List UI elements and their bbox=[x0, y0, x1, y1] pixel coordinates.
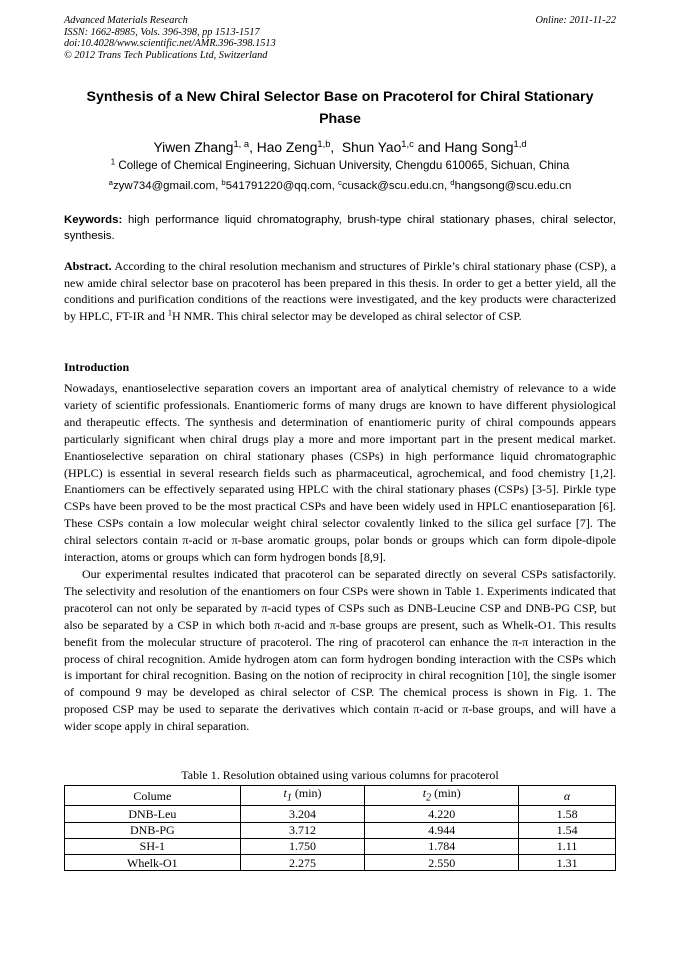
column-header: α bbox=[519, 786, 616, 806]
issn-line: ISSN: 1662-8985, Vols. 396-398, pp 1513-1517 bbox=[64, 26, 260, 38]
email-link[interactable]: cusack@scu.edu.cn, bbox=[341, 180, 451, 192]
table-header-row bbox=[65, 786, 616, 806]
table-cell: 4.220 bbox=[365, 806, 519, 822]
table-cell: 1.784 bbox=[365, 838, 519, 854]
affiliation bbox=[64, 158, 616, 174]
table-cell: 2.275 bbox=[240, 854, 365, 870]
journal-header bbox=[64, 15, 616, 61]
paragraph: Our experimental resultes indicated that pracoterol can be separated directly on several CSPs satisfactorily. The selectivity and resolution of the enantiomers on four CSPs were shown in Table 1. Experiments indicated that pracoterol can not only be separated by π-acid types of CSPs such as DNB-Leucine CSP and DNB-PG CSP, but also be separated by a CSP in which both π-acid and π-base groups are present, such as Whelk-O1. This results benefit from the molecular structure of pracoterol. The ring of pracoterol can enhance the π-π interaction in the process of chiral recognition. Amide hydrogen atom can form hydrogen bonding interaction with the CSPs which is important for chiral recognition. Basing on the notion of reciprocity in chiral recognition [10], the single isomer of compound 9 may be developed as chiral selector of CSP. The chemical process is shown in Fig. 1. The proposed CSP may be used to separate the derivatives which contain π-acid or π-base groups, and will have a wider scope apply in chiral separation. bbox=[64, 566, 616, 734]
table-row bbox=[65, 822, 616, 838]
table-cell: 1.750 bbox=[240, 838, 365, 854]
journal-name: Advanced Materials Research bbox=[64, 15, 188, 26]
paper-title: Synthesis of a New Chiral Selector Base on Pracoterol for Chiral Stationary Phase bbox=[86, 89, 594, 127]
section-heading-introduction: Introduction bbox=[64, 360, 130, 374]
table-cell: 1.58 bbox=[519, 806, 616, 822]
keywords-text: high performance liquid chromatography, brush-type chiral stationary phases, chiral selector, synthesis. bbox=[64, 214, 617, 242]
table-cell: 1.54 bbox=[519, 822, 616, 838]
results-table bbox=[64, 785, 616, 871]
email-link[interactable]: hangsong@scu.edu.cn bbox=[454, 180, 572, 192]
doi-line[interactable]: doi:10.4028/www.scientific.net/AMR.396-398.1513 bbox=[64, 38, 276, 50]
abstract-label: Abstract. bbox=[64, 259, 112, 273]
author-name: Hao Zeng bbox=[256, 140, 318, 155]
paragraph: Nowadays, enantioselective separation covers an important area of analytical chemistry of relevance to a wide variety of scientific professionals. Enantiomeric forms of many drugs are known to have different physiological and therapeutic effects. The synthesis and determination of enantiomeric purity of chiral compounds appears particularly significant when chiral drugs play a more and more important part in the present medical market. Enantioselective separation on chiral stationary phases (CSPs) in high performance liquid chromatographic (HPLC) is essential in several research fields such as pharmaceutical, agrochemical, and food chemistry [1,2]. Enantiomers can be effectively separated using HPLC with the chiral stationary phases (CSPs) [3-5]. Pirkle type CSPs have been proved to be the most practical CSPs and have been widely used in HPLC enantioseparation [6]. These CSPs contain a low molecular weight chiral selector covalently linked to the silica gel surface [7]. The chiral selectors contain π-acid or π-base aromatic groups, polar bonds or groups which can form dipole-dipole interaction, atoms or groups which can form hydrogen bonds [8,9]. bbox=[64, 381, 616, 565]
keywords bbox=[64, 213, 616, 244]
online-date: Online: 2011-11-22 bbox=[535, 15, 616, 26]
affiliation-sup: 1 bbox=[110, 157, 116, 167]
author-name: Shun Yao bbox=[341, 140, 402, 155]
introduction-body bbox=[64, 380, 616, 735]
table-cell: 4.944 bbox=[365, 822, 519, 838]
table-cell: 1.11 bbox=[519, 838, 616, 854]
table-cell: 3.204 bbox=[240, 806, 365, 822]
affiliation-text: College of Chemical Engineering, Sichuan University, Chengdu 610065, Sichuan, China bbox=[118, 159, 570, 172]
table-row bbox=[65, 838, 616, 854]
table-cell: 2.550 bbox=[365, 854, 519, 870]
table-cell: Whelk-O1 bbox=[65, 854, 241, 870]
author-sup: 1,d bbox=[513, 138, 527, 149]
table-row bbox=[65, 854, 616, 870]
email-link[interactable]: zyw734@gmail.com, bbox=[112, 180, 222, 192]
table-cell: SH-1 bbox=[65, 838, 241, 854]
author-sup: 1,b bbox=[317, 138, 331, 149]
keywords-label: Keywords: bbox=[64, 214, 123, 226]
column-header: $t_2$ (min) bbox=[365, 786, 519, 806]
email-link[interactable]: 541791220@qq.com, bbox=[225, 180, 338, 192]
table-cell: 3.712 bbox=[240, 822, 365, 838]
table-cell: DNB-Leu bbox=[65, 806, 241, 822]
author-name: Hang Song bbox=[444, 140, 514, 155]
author-list: Yiwen Zhang$^{1, a}$, Hao Zeng$^{1,b}$, Shun Yao$^{1,c}$ and Hang Song$^{1,d}$ bbox=[153, 138, 527, 155]
table-cell: DNB-PG bbox=[65, 822, 241, 838]
abstract: Abstract. According to the chiral resolution mechanism and structures of Pirkle’s chiral stationary phase (CSP), a new amide chiral selector base on pracoterol has been prepared in this thesis. In order to get a better yield, all the conditions and purification conditions of the reactions were investigated, and the key products were characterized by HPLC, FT-IR and $^1$H NMR. This chiral selector may be developed as chiral selector of CSP. bbox=[64, 259, 617, 324]
author-sup: 1,c bbox=[401, 138, 414, 149]
author-sup: 1, a bbox=[233, 138, 250, 149]
table-row bbox=[65, 806, 616, 822]
table-cell: 1.31 bbox=[519, 854, 616, 870]
copyright-line: © 2012 Trans Tech Publications Ltd, Switzerland bbox=[64, 49, 268, 61]
table-caption: Table 1. Resolution obtained using various columns for pracoterol bbox=[181, 768, 499, 782]
email-list: $^a$zyw734@gmail.com, $^b$541791220@qq.com, $^c$cusack@scu.edu.cn, $^d$hangsong@scu.edu.cn bbox=[108, 177, 572, 192]
column-header: Colume bbox=[65, 786, 241, 806]
author-name: Yiwen Zhang bbox=[153, 140, 234, 155]
column-header: $t_1$ (min) bbox=[240, 786, 365, 806]
